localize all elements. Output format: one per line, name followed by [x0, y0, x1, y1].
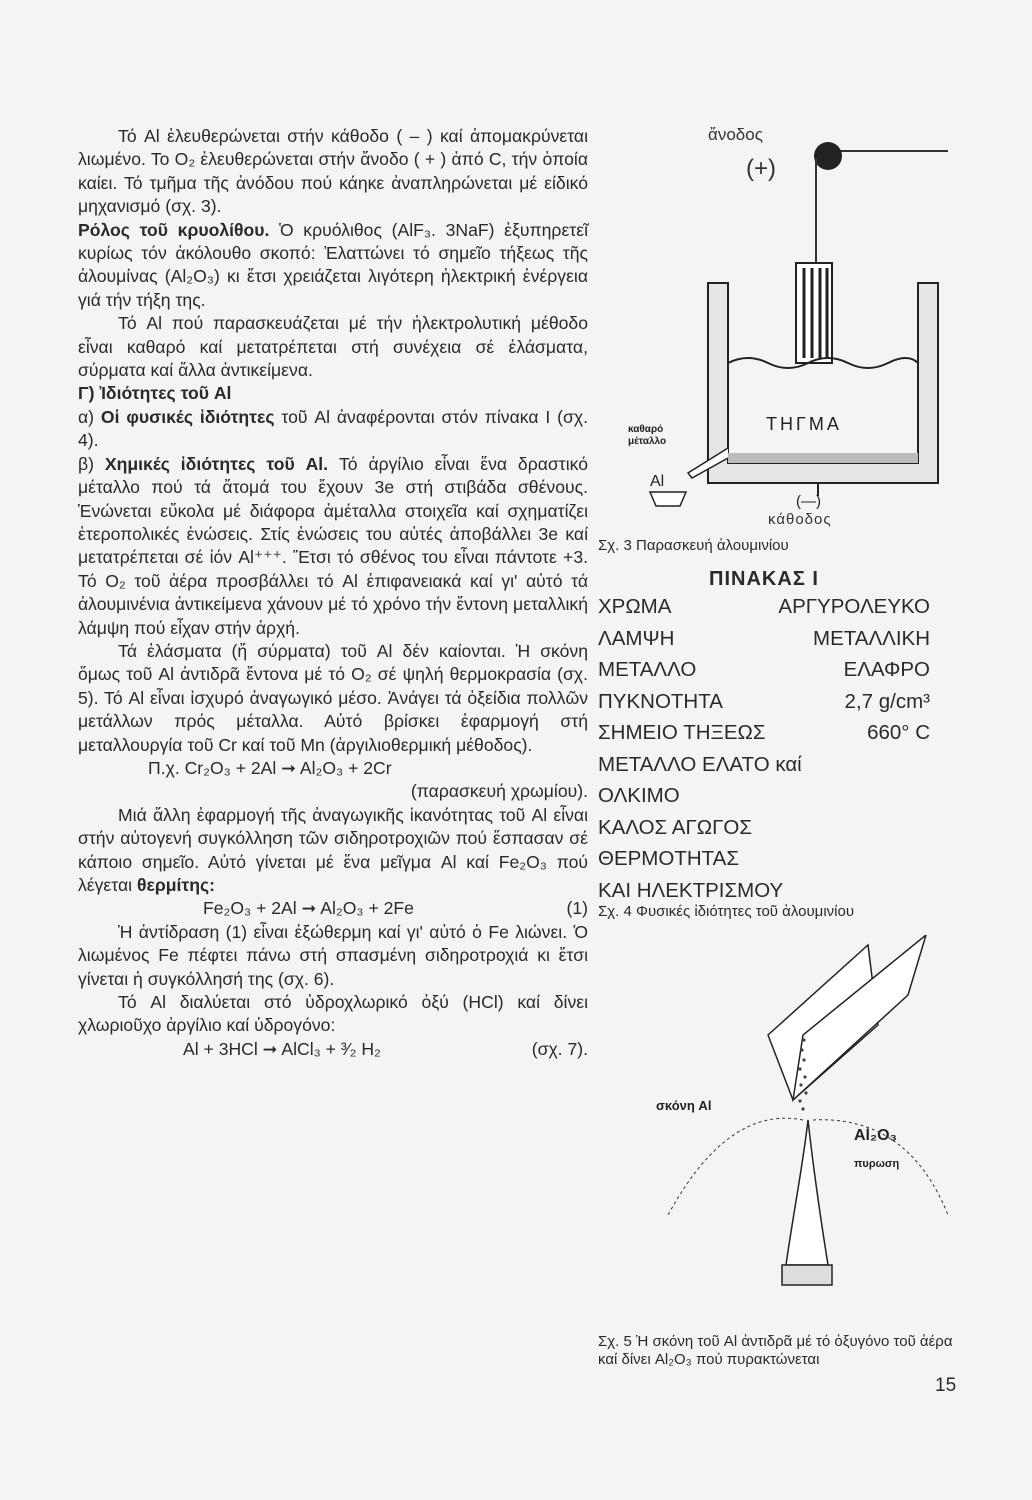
row-key: ΣΗΜΕΙΟ ΤΗΞΕΩΣ	[598, 721, 766, 744]
equation-hcl-note: (σχ. 7).	[531, 1038, 588, 1059]
burner-bottle	[786, 1120, 828, 1265]
pure-metal-label-2: μέταλλο	[628, 436, 667, 447]
left-column	[78, 125, 588, 1061]
row-value: 660° C	[867, 721, 930, 744]
table-line	[598, 875, 930, 907]
bottle-base	[782, 1265, 832, 1285]
equation-hcl-line	[78, 1038, 588, 1061]
line-text: ΘΕΡΜΟΤΗΤΑΣ	[598, 847, 739, 870]
anode-terminal	[814, 142, 842, 170]
cryolite-text: Ὁ κρυόλιθος (AlF₃. 3NaF) ἐξυπηρετεῖ κυρίως τόν ἀκόλουθο σκοπό: Ἐλαττώνει τό σημεῖο τήξεως τῆς ἀλουμίνας (Al₂O₃) κι ἔτσι χρειάζεται λιγότερη ἠλεκτρική ἐνέργεια γιά τήν τήξη της.	[78, 219, 588, 310]
paragraph-sheets: Τά ἐλάσματα (ἤ σύρματα) τοῦ Al δέν καίονται. Ἡ σκόνη ὅμως τοῦ Al ἀντιδρᾶ ἔντονα μέ τό O₂ σέ ψηλή θερμοκρασία (σχ. 5). Τό Al εἶναι ἰσχυρό ἀναγωγικό μέσο. Ἀνάγει τά ὀξείδια πολλῶν μετάλλων πρός μέταλλα. Αὐτό βρίσκει ἐφαρμογή στή μεταλλουργία τοῦ Cr καί τοῦ Mn (ἀργιλιοθερμική μέθοδος).	[78, 640, 588, 755]
row-value: 2,7 g/cm³	[844, 689, 930, 713]
row-value: ΜΕΤΑΛΛΙΚΗ	[813, 626, 930, 650]
paragraph-physical	[78, 406, 588, 453]
thermite-text: Μιά ἄλλη ἐφαρμογή τῆς ἀναγωγικῆς ἱκανότητας τοῦ Al εἶναι στήν αὐτογενή συγκόλληση τῶν σιδηροτροχιῶν πού ἔσπασαν σέ κάποιο σημεῖο. Αὐτό γίνεται μέ ἕνα μεῖγμα Al καί Fe₂O₃ πού λέγεται	[78, 804, 588, 895]
row-key: ΠΥΚΝΟΤΗΤΑ	[598, 689, 723, 713]
paragraph-cryolite	[78, 219, 588, 313]
row-key: ΜΕΤΑΛΛΟ	[598, 658, 697, 681]
melt-label: ΤΗΓΜΑ	[766, 414, 842, 434]
table-line	[598, 780, 930, 812]
pure-metal-label-1: καθαρό	[628, 424, 664, 435]
line-text: ΟΛΚΙΜΟ	[598, 784, 680, 807]
fig3-electrolysis-cell	[598, 118, 988, 538]
thermite-term: θερμίτης:	[136, 875, 215, 895]
b-label: β)	[78, 453, 105, 474]
table-row	[598, 623, 930, 655]
table-line	[598, 812, 930, 844]
fig3-caption: Σχ. 3 Παρασκευή ἀλουμινίου	[598, 537, 789, 554]
paragraph-chemical	[78, 453, 588, 640]
line-text: ΚΑΙ ΗΛΕΚΤΡΙΣΜΟΥ	[598, 878, 784, 902]
anode-label: ἄνοδος	[708, 125, 763, 144]
table-line	[598, 843, 930, 875]
fig5-caption: Σχ. 5 Ἡ σκόνη τοῦ Al ἀντιδρᾶ μέ τό ὀξυγόνο τοῦ ἀέρα καί δίνει Al₂O₃ πού πυρακτώνεται	[598, 1333, 953, 1368]
table-title: ΠΙΝΑΚΑΣ Ι	[709, 568, 819, 590]
spark-trail-left	[668, 1118, 803, 1215]
table-row	[598, 654, 930, 686]
physical-heading: Οἱ φυσικές ἰδιότητες	[100, 406, 275, 427]
line-text: ΚΑΛΟΣ ΑΓΩΓΟΣ	[598, 815, 752, 839]
cryolite-heading: Ρόλος τοῦ κρυολίθου.	[78, 219, 270, 240]
table-row	[598, 591, 930, 623]
equation-number: (1)	[566, 898, 588, 919]
al2o3-label: Al₂O₃	[854, 1127, 897, 1144]
physical-text: τοῦ Al ἀναφέρονται στόν πίνακα I (σχ. 4).	[78, 406, 588, 451]
table-row	[598, 686, 930, 718]
table-line	[598, 749, 930, 781]
a-label: α)	[78, 406, 101, 427]
section-properties-heading: Γ) Ἰδιότητες τοῦ Al	[78, 383, 232, 404]
chemical-text: Τό ἀργίλιο εἶναι ἕνα δραστικό μέταλλο πού τά ἄτομά του ἔχουν 3e στή στιβάδα σθένους. Ἑνώνεται εὔκολα μέ διάφορα ἀμέταλλα στοιχεῖα καί σχηματίζει ἑτεροπολικές ἑνώσεις. Στίς ἑνώσεις του αὐτές ἀποβάλλει 3e καί μετατρέπεται σέ ἰόν Al⁺⁺⁺. Ἔτσι τό σθένος του εἶναι πάντοτε +3. Τό O₂ τοῦ ἀέρα προσβάλλει τό Al ἐπιφανειακά καί γι' αὐτό τά ἀλουμινένια ἀντικείμενα χάνουν μέ τό χρόνο τήν ἔντονη μεταλλική λάμψη πού εἶχαν στήν ἀρχή.	[78, 453, 588, 638]
line-text: ΜΕΤΑΛΛΟ ΕΛΑΤΟ καί	[598, 752, 802, 776]
paragraph-electrolysis: Τό Al ἐλευθερώνεται στήν κάθοδο ( – ) καί ἀπομακρύνεται λιωμένο. Το O₂ ἐλευθερώνεται στήν ἄνοδο ( + ) ἀπό C, τήν ὁποία καίει. Τό τμῆμα τῆς ἀνόδου πού κάηκε ἀναπληρώνεται μέ είδικό μηχανισμό (σχ. 3).	[78, 126, 588, 217]
flame-label: πυρωση	[854, 1158, 900, 1170]
powder-label: σκόνη Al	[656, 1098, 712, 1113]
fig5-aluminum-powder	[598, 935, 988, 1310]
page-number: 15	[935, 1375, 957, 1396]
molten-al-layer	[728, 453, 918, 463]
equation-hcl: Al + 3HCl ➞ AlCl₃ + ³⁄₂ H₂	[183, 1038, 381, 1059]
cathode-label: κάθοδος	[768, 511, 832, 528]
properties-table	[598, 568, 930, 906]
equation-chromium: Π.χ. Cr₂O₃ + 2Al ➞ Al₂O₃ + 2Cr	[148, 757, 392, 778]
equation-thermite: Fe₂O₃ + 2Al ➞ Al₂O₃ + 2Fe	[203, 898, 414, 919]
minus-sign: (—)	[796, 493, 821, 510]
paragraph-hcl: Τό Al διαλύεται στό ὑδροχλωρικό ὀξύ (HCl) καί δίνει χλωριοῦχο ἀργίλιο καί ὑδρογόνο:	[78, 992, 588, 1036]
paragraph-production: Τό Al πού παρασκευάζεται μέ τήν ἠλεκτρολυτική μέθοδο εἶναι καθαρό καί μετατρέπεται στή συνέχεια σέ ἐλάσματα, σύρματα καί ἄλλα ἀντικείμενα.	[78, 313, 588, 381]
table-row	[598, 717, 930, 749]
chemical-heading: Χημικές ἰδιότητες τοῦ Al.	[104, 453, 329, 474]
row-key: ΧΡΩΜΑ	[598, 595, 672, 618]
row-value: ΑΡΓΥΡΟΛΕΥΚΟ	[778, 595, 930, 618]
table-caption: Σχ. 4 Φυσικές ἰδιότητες τοῦ ἀλουμινίου	[598, 903, 855, 920]
al-label: Al	[650, 473, 665, 490]
paragraph-thermite	[78, 804, 588, 898]
row-value: ΕΛΑΦΡΟ	[843, 658, 930, 681]
equation-chromium-note: (παρασκευή χρωμίου).	[410, 781, 588, 802]
paragraph-reaction: Ἡ ἀντίδραση (1) εἶναι ἐξώθερμη καί γι' αὐτό ὁ Fe λιώνει. Ὁ λιωμένος Fe πέφτει πάνω στή σπασμένη σιδηροτροχιά κι ἔτσι γίνεται ἡ συγκόλλησή της (σχ. 6).	[78, 921, 588, 989]
plus-sign: (+)	[746, 155, 776, 182]
equation-thermite-line	[78, 897, 588, 920]
crucible	[650, 492, 686, 506]
row-key: ΛΑΜΨΗ	[598, 626, 675, 650]
